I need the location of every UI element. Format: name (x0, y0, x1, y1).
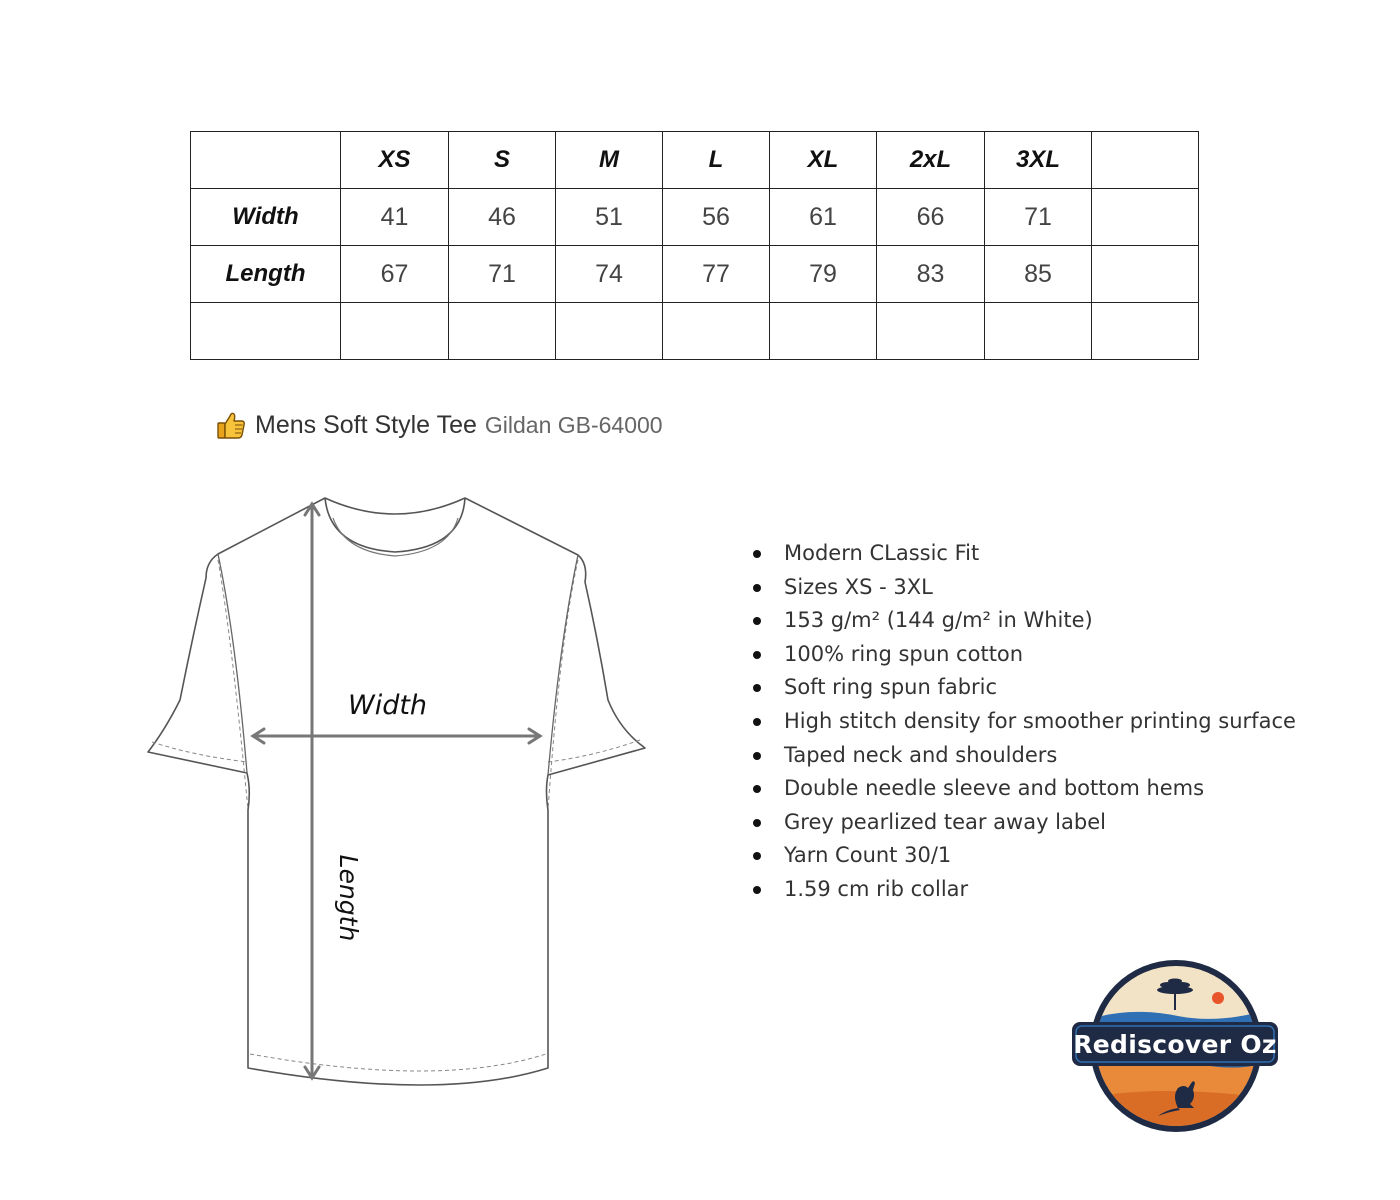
table-cell: 77 (663, 246, 770, 303)
header-cell: 3XL (985, 132, 1092, 189)
list-item: High stitch density for smoother printing surface (752, 705, 1296, 739)
table-cell: 83 (877, 246, 985, 303)
table-cell: 79 (770, 246, 877, 303)
table-cell (663, 303, 770, 360)
table-cell (1092, 246, 1199, 303)
header-cell (191, 132, 341, 189)
table-cell: 71 (985, 189, 1092, 246)
table-cell (556, 303, 663, 360)
header-cell: S (449, 132, 556, 189)
size-chart-table (190, 131, 1199, 360)
product-heading (216, 405, 663, 445)
table-cell: 74 (556, 246, 663, 303)
feature-list (752, 537, 1296, 907)
table-cell (985, 303, 1092, 360)
length-measure-label: Length (334, 854, 363, 942)
table-cell: 71 (449, 246, 556, 303)
list-item: Double needle sleeve and bottom hems (752, 772, 1296, 806)
list-item: Sizes XS - 3XL (752, 571, 1296, 605)
list-item: 153 g/m² (144 g/m² in White) (752, 604, 1296, 638)
list-item: Grey pearlized tear away label (752, 806, 1296, 840)
header-cell: XS (341, 132, 449, 189)
table-row (191, 246, 1199, 303)
list-item: Modern CLassic Fit (752, 537, 1296, 571)
header-cell: M (556, 132, 663, 189)
table-cell: 41 (341, 189, 449, 246)
logo-text: Rediscover Oz (1073, 1030, 1277, 1059)
header-cell (1092, 132, 1199, 189)
table-cell (341, 303, 449, 360)
list-item: 1.59 cm rib collar (752, 873, 1296, 907)
product-name: Mens Soft Style Tee (255, 410, 477, 439)
row-label: Length (191, 246, 341, 303)
tshirt-diagram (140, 490, 660, 1100)
table-cell: 67 (341, 246, 449, 303)
table-cell (877, 303, 985, 360)
table-cell: 85 (985, 246, 1092, 303)
table-cell (1092, 303, 1199, 360)
size-header-row (191, 132, 1199, 189)
list-item: Taped neck and shoulders (752, 739, 1296, 773)
table-cell (449, 303, 556, 360)
product-brand: Gildan GB-64000 (484, 411, 663, 438)
list-item: 100% ring spun cotton (752, 638, 1296, 672)
header-cell: L (663, 132, 770, 189)
table-cell (770, 303, 877, 360)
table-cell: 56 (663, 189, 770, 246)
table-cell: 61 (770, 189, 877, 246)
row-label (191, 303, 341, 360)
header-cell: 2xL (877, 132, 985, 189)
list-item: Soft ring spun fabric (752, 671, 1296, 705)
thumbs-up-icon (216, 410, 246, 440)
table-cell: 51 (556, 189, 663, 246)
table-row (191, 189, 1199, 246)
list-item: Yarn Count 30/1 (752, 839, 1296, 873)
header-cell: XL (770, 132, 877, 189)
table-cell: 46 (449, 189, 556, 246)
row-label: Width (191, 189, 341, 246)
width-measure-label: Width (348, 690, 428, 721)
table-cell: 66 (877, 189, 985, 246)
table-cell (1092, 189, 1199, 246)
table-row (191, 303, 1199, 360)
